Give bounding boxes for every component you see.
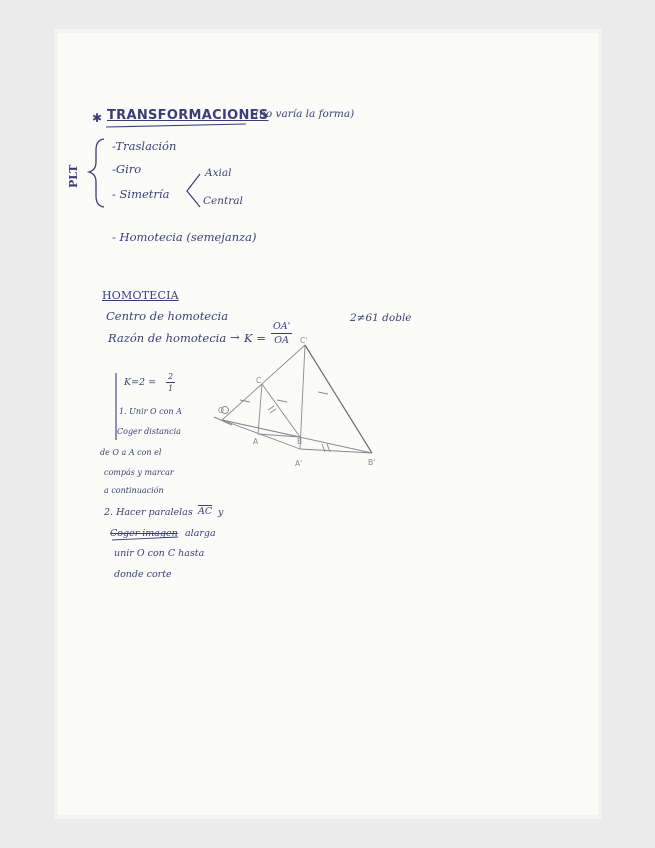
- step1-line5: a continuación: [104, 486, 164, 495]
- label-bprime: B': [368, 458, 376, 467]
- step2-line3: unir O con C hasta: [114, 548, 205, 559]
- side-cprime-bprime: [305, 345, 372, 453]
- section-heading: HOMOTECIA: [102, 289, 179, 302]
- step2-y: y: [218, 507, 224, 518]
- list-item-giro: -Giro: [112, 162, 142, 176]
- step2-overline: $\overline{AC}$: [198, 506, 213, 517]
- label-c: C: [256, 376, 262, 385]
- page-title: TRANSFORMACIONES: [107, 108, 269, 123]
- step2-line4: donde corte: [114, 569, 172, 580]
- title-note: (no varía la forma): [255, 108, 355, 120]
- k-denominator: 1: [168, 384, 174, 393]
- ratio-numerator: OA': [273, 321, 291, 332]
- step1-line1: 1. Unir O con A: [119, 407, 182, 416]
- step2-struck: Coger imagen: [110, 528, 178, 539]
- label-aprime: A': [295, 459, 303, 468]
- label-o: O: [218, 406, 224, 415]
- asterisk-mark: ✱: [92, 111, 103, 125]
- tick-5: [268, 406, 276, 413]
- side-c-b: [262, 384, 300, 437]
- step1-line2: Coger distancia: [117, 427, 181, 436]
- label-a: A: [253, 437, 259, 446]
- simetria-central: Central: [203, 195, 243, 207]
- k-equals: K =: [244, 331, 266, 345]
- tick-1: [240, 400, 250, 402]
- label-b: B: [297, 437, 303, 446]
- side-note: 2≠61 doble: [350, 312, 412, 324]
- arrow-icon: →: [230, 330, 240, 344]
- centro-label: Centro de homotecia: [106, 309, 229, 323]
- ratio-denominator: OA: [274, 335, 289, 346]
- side-cprime-aprime: [300, 345, 305, 449]
- ray-o-cprime: [222, 345, 305, 420]
- step2-alarga: alarga: [185, 528, 216, 539]
- tick-3: [318, 392, 328, 394]
- step1-line3: de O a A con el: [100, 448, 162, 457]
- list-item-simetria: - Simetría: [112, 187, 170, 201]
- k-numerator: 2: [168, 372, 174, 381]
- razon-label: Razón de homotecia: [108, 331, 227, 345]
- step2-line1: 2. Hacer paralelas: [104, 507, 193, 518]
- side-c-a: [258, 384, 262, 434]
- list-item-homotecia: - Homotecia (semejanza): [112, 230, 257, 244]
- label-cprime: C': [300, 336, 308, 345]
- bracket-label: PLT: [67, 164, 80, 188]
- k-value: K=2 =: [124, 377, 157, 388]
- list-item-traslacion: -Traslación: [112, 139, 177, 153]
- center-mark: [214, 417, 232, 425]
- tick-2: [277, 400, 287, 402]
- simetria-axial: Axial: [205, 167, 232, 179]
- step1-line4: compás y marcar: [104, 468, 174, 477]
